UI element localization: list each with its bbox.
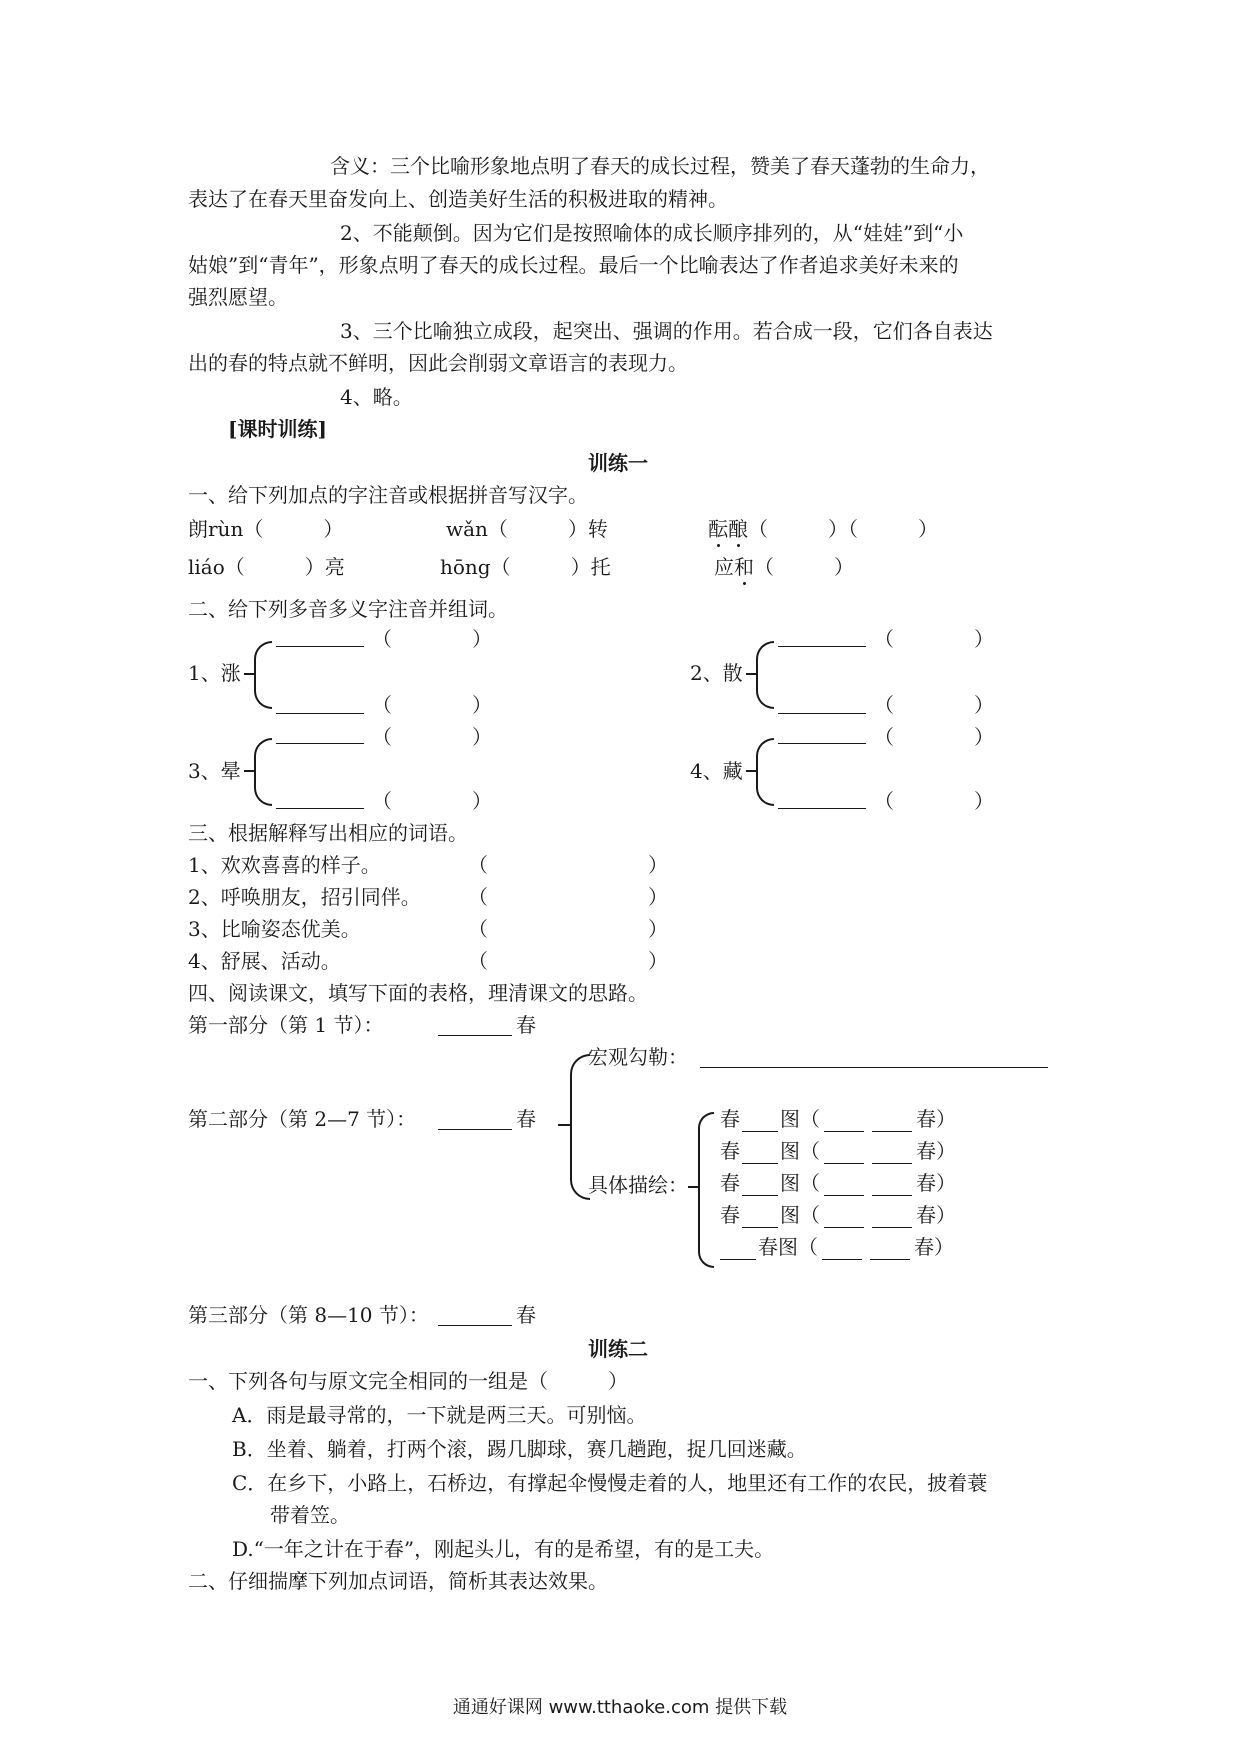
blank-line: [778, 808, 866, 809]
t1-q1-item-liao: liáo（ ）亮: [188, 555, 345, 579]
part-3-label: 第三部分（第 8—10 节）：: [188, 1303, 429, 1327]
blank-line: [276, 743, 364, 744]
answer-3-line-2: 出的春的特点就不鲜明，因此会削弱文章语言的表现力。: [188, 351, 688, 375]
training-2-title: 训练二: [588, 1337, 648, 1361]
dotted-char: 酿: [728, 517, 748, 541]
t1-q3-item-1: 1、欢欢喜喜的样子。: [188, 853, 381, 877]
t1-q3-heading: 三、根据解释写出相应的词语。: [188, 821, 468, 845]
answer-2-line-2: 姑娘”到“青年”，形象点明了春天的成长过程。最后一个比喻表达了作者追求美好未来的: [188, 253, 959, 277]
blank-line: [438, 1035, 512, 1036]
t1-q3-item-3: 3、比喻姿态优美。: [188, 917, 361, 941]
blank-line: [778, 646, 866, 647]
paren: （ ）: [874, 693, 994, 717]
option-c-line-2: 带着笠。: [270, 1503, 350, 1527]
brace-tip: [244, 770, 254, 772]
paren: （ ）: [372, 627, 492, 651]
overview-label: 宏观勾勒：: [588, 1045, 688, 1069]
option-b: B．坐着、躺着，打两个滚，踢几脚球，赛几趟跑，捉几回迷藏。: [232, 1437, 807, 1461]
part-1-label: 第一部分（第 1 节）：: [188, 1013, 384, 1037]
t1-q1-heading: 一、给下列加点的字注音或根据拼音写汉字。: [188, 483, 588, 507]
brace-tip: [746, 673, 756, 675]
blank-line: [276, 713, 364, 714]
brace-tip: [244, 673, 254, 675]
paren: （ ）: [874, 627, 994, 651]
option-a: A．雨是最寻常的，一下就是两三天。可别恼。: [232, 1403, 647, 1427]
spring-char: 春: [516, 1303, 536, 1327]
spring-char: 春: [516, 1013, 536, 1037]
blank-line: [438, 1129, 512, 1130]
dotted-char: 酝: [708, 517, 728, 541]
brace-tip: [558, 1124, 570, 1126]
answer-2-line-3: 强烈愿望。: [188, 285, 288, 309]
paren: （ ）: [468, 917, 668, 941]
paren: （ ）: [372, 725, 492, 749]
blank-line: [438, 1325, 512, 1326]
paren: （ ）: [372, 693, 492, 717]
detail-row-4: 春 图（ 春）: [720, 1203, 956, 1227]
t1-q2-heading: 二、给下列多音多义字注音并组词。: [188, 597, 508, 621]
t1-q4-heading: 四、阅读课文，填写下面的表格，理清课文的思路。: [188, 981, 648, 1005]
footer: 通通好课网 www.tthaoke.com 提供下载: [452, 1697, 788, 1718]
option-c-line-1: C．在乡下，小路上，石桥边，有撑起伞慢慢走着的人，地里还有工作的农民，披着蓑: [232, 1471, 988, 1495]
brace: [756, 738, 774, 806]
meaning-line-2: 表达了在春天里奋发向上、创造美好生活的积极进取的精神。: [188, 187, 728, 211]
detail-row-1: 春 图（ 春）: [720, 1107, 956, 1131]
detail-label: 具体描绘：: [588, 1173, 688, 1197]
paren: （ ）: [372, 789, 492, 813]
brace-tip: [688, 1186, 698, 1188]
polyphone-item-2: 2、散: [690, 661, 743, 685]
paren: （ ）: [874, 725, 994, 749]
training-1-title: 训练一: [588, 451, 648, 475]
t1-q1-item-yinghe: 应和（ ）: [714, 555, 854, 579]
dotted-char: 和: [734, 555, 754, 579]
lesson-training-heading: [课时训练]: [228, 417, 327, 441]
t1-q3-item-2: 2、呼唤朋友，招引同伴。: [188, 885, 421, 909]
meaning-line-1: 含义：三个比喻形象地点明了春天的成长过程，赞美了春天蓬勃的生命力，: [330, 154, 990, 178]
blank-line: [778, 743, 866, 744]
polyphone-item-1: 1、涨: [188, 661, 241, 685]
t2-q1-heading: 一、下列各句与原文完全相同的一组是（ ）: [188, 1369, 628, 1393]
spring-char: 春: [516, 1107, 536, 1131]
paren: （ ）: [468, 949, 668, 973]
t2-q2-heading: 二、仔细揣摩下列加点词语，简析其表达效果。: [188, 1569, 608, 1593]
t1-q1-item-lang: 朗rùn（ ）: [188, 517, 344, 541]
t1-q1-item-wan: wǎn（ ）转: [446, 517, 608, 541]
detail-row-5: 春图（ 春）: [720, 1234, 954, 1260]
blank-line: [276, 646, 364, 647]
polyphone-item-4: 4、藏: [690, 759, 743, 783]
detail-row-2: 春 图（ 春）: [720, 1139, 956, 1163]
paren: （ ）: [874, 789, 994, 813]
brace: [756, 641, 774, 709]
t1-q1-item-yunniang: 酝酿（ ）（ ）: [708, 517, 938, 541]
t1-q3-item-4: 4、舒展、活动。: [188, 949, 341, 973]
detail-row-3: 春 图（ 春）: [720, 1171, 956, 1195]
part-2-label: 第二部分（第 2—7 节）：: [188, 1107, 417, 1131]
option-d: D.“一年之计在于春”，刚起头儿，有的是希望，有的是工夫。: [232, 1537, 775, 1561]
blank-line: [700, 1067, 1048, 1068]
blank-line: [778, 713, 866, 714]
polyphone-item-3: 3、晕: [188, 759, 241, 783]
answer-3-line-1: 3、三个比喻独立成段，起突出、强调的作用。若合成一段，它们各自表达: [340, 319, 993, 343]
brace: [254, 738, 272, 806]
brace: [698, 1112, 714, 1268]
answer-4: 4、略。: [340, 385, 413, 409]
paren: （ ）: [468, 885, 668, 909]
brace: [254, 641, 272, 709]
brace: [570, 1054, 590, 1200]
blank-line: [276, 808, 364, 809]
paren: （ ）: [468, 853, 668, 877]
brace-tip: [746, 770, 756, 772]
t1-q1-item-hong: hōng（ ）托: [440, 555, 611, 579]
answer-2-line-1: 2、不能颠倒。因为它们是按照喻体的成长顺序排列的，从“娃娃”到“小: [340, 221, 964, 245]
